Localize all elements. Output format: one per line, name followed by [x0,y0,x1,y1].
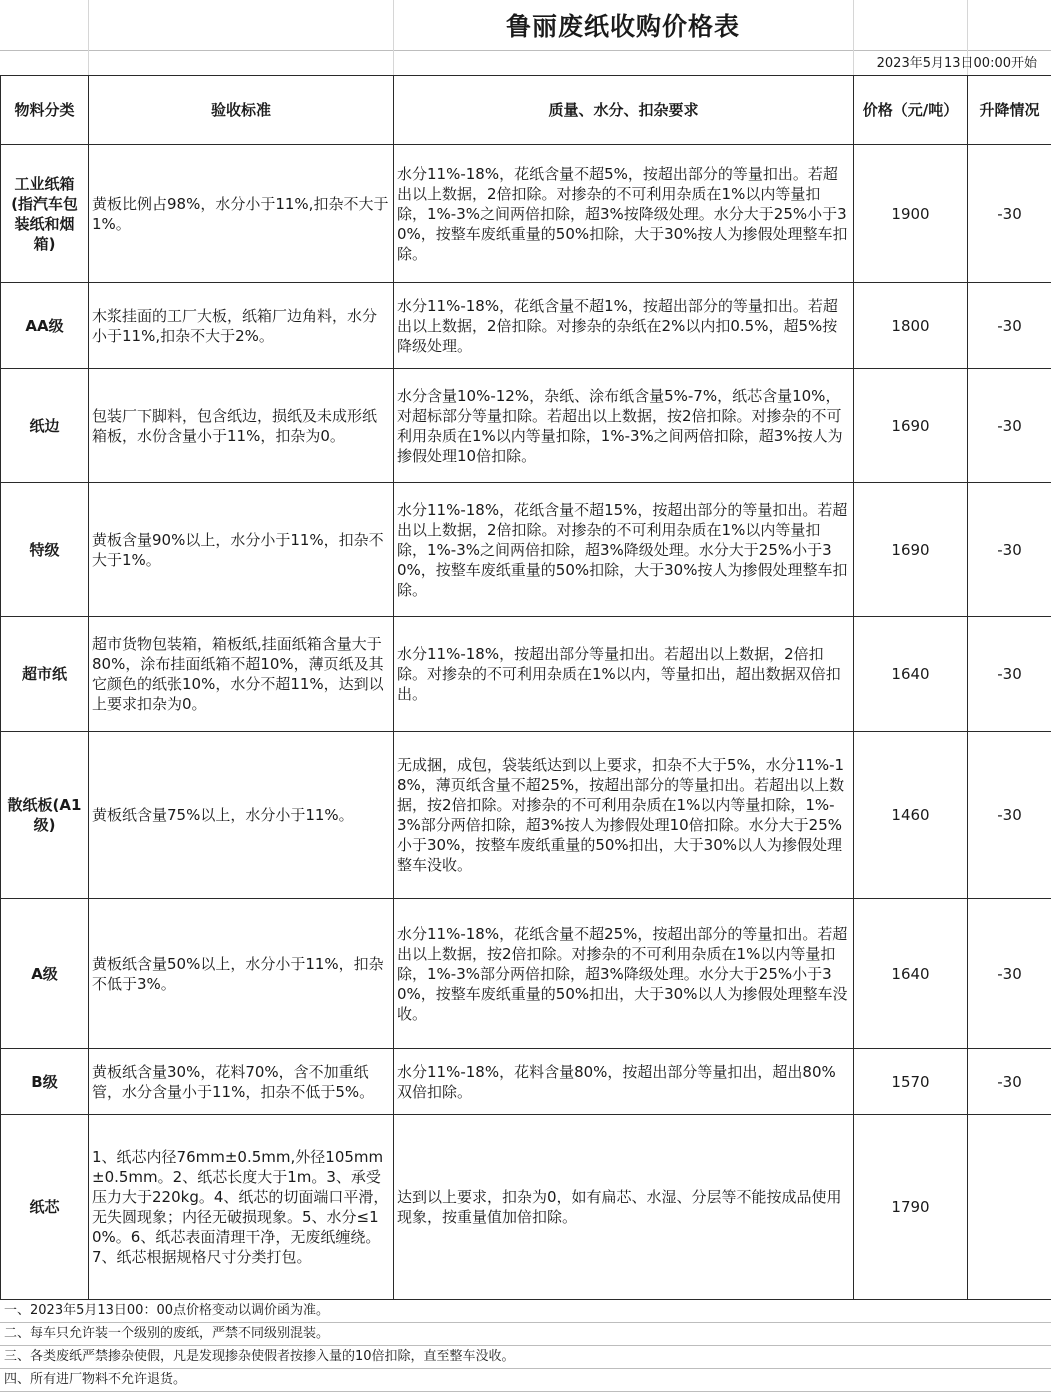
column-header-change: 升降情况 [968,76,1051,145]
category-cell: 纸边 [1,369,89,483]
standard-cell: 包装厂下脚料，包含纸边，损纸及未成形纸箱板，水份含量小于11%，扣杂为0。 [89,369,394,483]
standard-cell: 木浆挂面的工厂大板，纸箱厂边角料，水分小于11%,扣杂不大于2%。 [89,283,394,369]
standard-cell: 黄板纸含量50%以上，水分小于11%，扣杂不低于3%。 [89,899,394,1049]
price-cell: 1800 [854,283,968,369]
category-cell: 散纸板(A1级) [1,732,89,899]
note-item: 一、2023年5月13日00：00点价格变动以调价函为准。 [0,1300,1051,1323]
category-cell: 超市纸 [1,617,89,732]
price-cell: 1640 [854,899,968,1049]
change-cell [968,1115,1051,1300]
date-row [0,50,1051,76]
requirement-cell: 水分11%-18%，按超出部分等量扣出。若超出以上数据，2倍扣除。对掺杂的不可利用杂质在1%以内，等量扣出，超出数据双倍扣出。 [394,617,854,732]
table-row [1,483,1051,617]
change-cell: -30 [968,899,1051,1049]
note-item: 三、各类废纸严禁掺杂使假，凡是发现掺杂使假者按掺入量的10倍扣除，直至整车没收。 [0,1346,1051,1369]
table-row [1,899,1051,1049]
column-header-price: 价格（元/吨） [854,76,968,145]
requirement-cell: 水分11%-18%，花纸含量不超1%，按超出部分的等量扣出。若超出以上数据，2倍扣除。对掺杂的杂纸在2%以内扣0.5%，超5%按降级处理。 [394,283,854,369]
category-cell: 工业纸箱(指汽车包装纸和烟箱) [1,145,89,283]
note-item: 二、每车只允许装一个级别的废纸，严禁不同级别混装。 [0,1323,1051,1346]
table-row [1,369,1051,483]
change-cell: -30 [968,369,1051,483]
page-title: 鲁丽废纸收购价格表 [393,0,853,50]
effective-date: 2023年5月13日00:00开始 [877,50,1037,75]
category-cell: A级 [1,899,89,1049]
table-row [1,283,1051,369]
standard-cell: 黄板比例占98%，水分小于11%,扣杂不大于1%。 [89,145,394,283]
price-cell: 1690 [854,483,968,617]
column-header-standard: 验收标准 [89,76,394,145]
change-cell: -30 [968,1049,1051,1115]
price-cell: 1640 [854,617,968,732]
category-cell: 特级 [1,483,89,617]
price-cell: 1900 [854,145,968,283]
table-row [1,1115,1051,1300]
price-table [0,75,1051,1300]
table-row [1,617,1051,732]
change-cell: -30 [968,732,1051,899]
requirement-cell: 水分11%-18%，花纸含量不超5%，按超出部分的等量扣出。若超出以上数据，2倍扣除。对掺杂的不可利用杂质在1%以内等量扣除，1%-3%之间两倍扣除，超3%按降级处理。水分大于25%小于30%，按整车废纸重量的50%扣除，大于30%按人为掺假处理整车扣除。 [394,145,854,283]
category-cell: 纸芯 [1,1115,89,1300]
category-cell: AA级 [1,283,89,369]
table-row [1,732,1051,899]
standard-cell: 1、纸芯内径76mm±0.5mm,外径105mm±0.5mm。2、纸芯长度大于1m。3、承受压力大于220kg。4、纸芯的切面端口平滑，无失圆现象；内径无破损现象。5、水分≤10%。6、纸芯表面清理干净，无废纸缠绕。7、纸芯根据规格尺寸分类打包。 [89,1115,394,1300]
change-cell: -30 [968,617,1051,732]
requirement-cell: 水分含量10%-12%，杂纸、涂布纸含量5%-7%，纸芯含量10%，对超标部分等量扣除。若超出以上数据，按2倍扣除。对掺杂的不可利用杂质在1%以内等量扣除，1%-3%之间两倍扣除，超3%按人为掺假处理10倍扣除。 [394,369,854,483]
requirement-cell: 达到以上要求，扣杂为0，如有扁芯、水湿、分层等不能按成品使用现象，按重量值加倍扣除。 [394,1115,854,1300]
requirement-cell: 水分11%-18%，花纸含量不超15%，按超出部分的等量扣出。若超出以上数据，2倍扣除。对掺杂的不可利用杂质在1%以内等量扣除，1%-3%之间两倍扣除，超3%降级处理。水分大于25%小于30%，按整车废纸重量的50%扣除，大于30%按人为掺假处理整车扣除。 [394,483,854,617]
title-bar [0,0,1051,51]
column-header-requirement: 质量、水分、扣杂要求 [394,76,854,145]
requirement-cell: 水分11%-18%，花纸含量不超25%，按超出部分的等量扣出。若超出以上数据，按2倍扣除。对掺杂的不可利用杂质在1%以内等量扣除，1%-3%部分两倍扣除，超3%降级处理。水分大于25%小于30%，按整车废纸重量的50%扣出，大于30%以人为掺假处理整车没收。 [394,899,854,1049]
column-header-category: 物料分类 [1,76,89,145]
requirement-cell: 无成捆，成包，袋装纸达到以上要求，扣杂不大于5%，水分11%-18%，薄页纸含量不超25%，按超出部分的等量扣出。若超出以上数据，按2倍扣除。对掺杂的不可利用杂质在1%以内等量扣除，1%-3%部分两倍扣除，超3%按人为掺假处理10倍扣除。水分大于25%小于30%，按整车废纸重量的50%扣出，大于30%以人为掺假处理整车没收。 [394,732,854,899]
price-cell: 1690 [854,369,968,483]
standard-cell: 超市货物包装箱，箱板纸,挂面纸箱含量大于80%，涂布挂面纸箱不超10%，薄页纸及其它颜色的纸张10%，水分不超11%，达到以上要求扣杂为0。 [89,617,394,732]
change-cell: -30 [968,145,1051,283]
price-cell: 1790 [854,1115,968,1300]
change-cell: -30 [968,483,1051,617]
price-cell: 1570 [854,1049,968,1115]
change-cell: -30 [968,283,1051,369]
category-cell: B级 [1,1049,89,1115]
standard-cell: 黄板含量90%以上，水分小于11%，扣杂不大于1%。 [89,483,394,617]
requirement-cell: 水分11%-18%，花料含量80%，按超出部分等量扣出，超出80%双倍扣除。 [394,1049,854,1115]
footer-notes [0,1300,1051,1392]
standard-cell: 黄板纸含量75%以上，水分小于11%。 [89,732,394,899]
table-row [1,1049,1051,1115]
table-row [1,145,1051,283]
note-item: 四、所有进厂物料不允许退货。 [0,1369,1051,1392]
table-header-row [1,76,1051,145]
standard-cell: 黄板纸含量30%，花料70%，含不加重纸管，水分含量小于11%，扣杂不低于5%。 [89,1049,394,1115]
price-cell: 1460 [854,732,968,899]
